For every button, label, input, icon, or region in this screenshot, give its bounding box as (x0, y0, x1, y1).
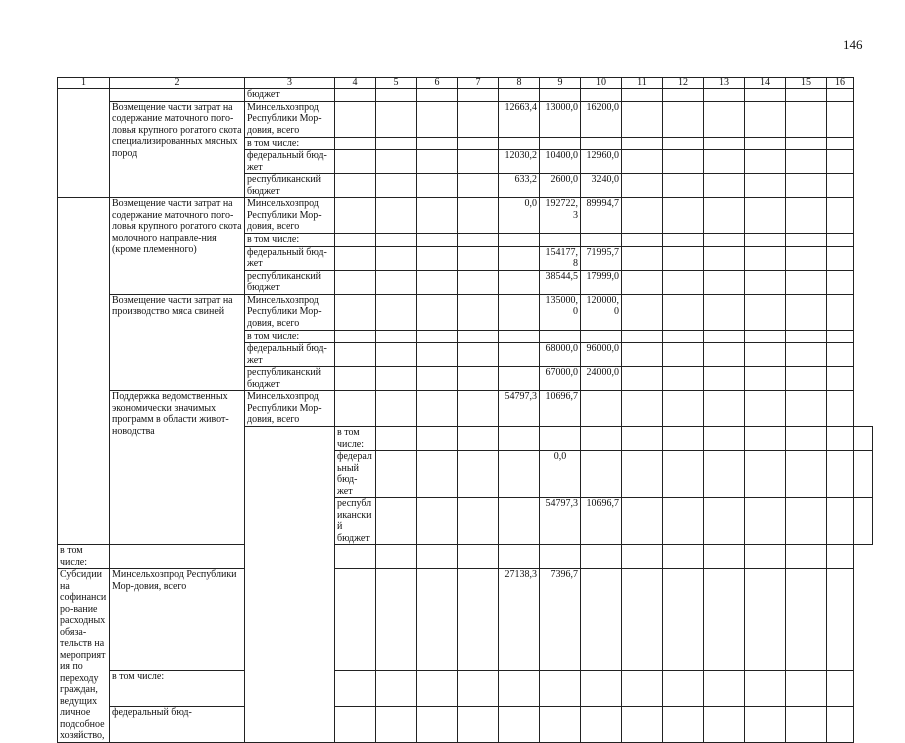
cell: республиканский бюджет (245, 270, 335, 294)
row-description: Субсидии на софинансиро-вание расходных обяза-тельств на мероприятия по переходу граждан, ведущих личное подсобное хозяйство, (58, 569, 110, 743)
table-row (58, 569, 873, 671)
column-header: 9 (540, 78, 581, 89)
cell: федеральный бюд-жет (245, 150, 335, 174)
cell: в том числе: (335, 427, 376, 451)
value-cell: 120000,0 (581, 294, 622, 330)
value-cell: 38544,5 (540, 270, 581, 294)
value-cell: 10696,7 (581, 498, 622, 545)
column-header: 15 (786, 78, 827, 89)
row-description: Возмещение части затрат на содержание маточного пого-ловья крупного рогатого скота специализированных мясных пород (110, 101, 245, 198)
value-cell: 10400,0 (540, 150, 581, 174)
cell (58, 89, 110, 198)
cell: Минсельхозпрод Республики Мор-довия, всего (110, 569, 245, 671)
row-description: Возмещение части затрат на производство мяса свиней (110, 294, 245, 391)
value-cell: 54797,3 (540, 498, 581, 545)
value-cell: 192722,3 (540, 198, 581, 234)
column-header: 11 (622, 78, 663, 89)
table-row (58, 391, 873, 427)
value-cell: 12663,4 (499, 101, 540, 137)
table-row (58, 294, 873, 330)
value-cell: 0,0 (540, 451, 581, 498)
value-cell: 135000,0 (540, 294, 581, 330)
table-row (58, 545, 873, 569)
value-cell: 24000,0 (581, 367, 622, 391)
value-cell: 633,2 (499, 174, 540, 198)
column-header: 6 (417, 78, 458, 89)
table-row (58, 89, 873, 102)
value-cell: 54797,3 (499, 391, 540, 427)
value-cell: 0,0 (499, 198, 540, 234)
value-cell: 2600,0 (540, 174, 581, 198)
value-cell: 12960,0 (581, 150, 622, 174)
column-header: 10 (581, 78, 622, 89)
column-header-row (58, 78, 873, 89)
cell: в том числе: (245, 330, 335, 343)
cell: в том числе: (245, 234, 335, 247)
value-cell: 10696,7 (540, 391, 581, 427)
cell (58, 198, 110, 545)
table-row (58, 101, 873, 137)
cell: республиканский бюджет (335, 498, 376, 545)
column-header: 1 (58, 78, 110, 89)
column-header: 4 (335, 78, 376, 89)
value-cell: 68000,0 (540, 343, 581, 367)
page-number: 146 (843, 37, 863, 52)
cell: федеральный бюд-жет (245, 343, 335, 367)
cell: Минсельхозпрод Республики Мор-довия, всего (245, 294, 335, 330)
cell: Минсельхозпрод Республики Мор-довия, всего (245, 391, 335, 427)
value-cell: 154177,8 (540, 246, 581, 270)
value-cell: 16200,0 (581, 101, 622, 137)
column-header: 8 (499, 78, 540, 89)
column-header: 5 (376, 78, 417, 89)
value-cell: 71995,7 (581, 246, 622, 270)
cell: в том числе: (58, 545, 110, 569)
column-header: 3 (245, 78, 335, 89)
table-row (58, 706, 873, 742)
column-header: 13 (704, 78, 745, 89)
column-header: 2 (110, 78, 245, 89)
value-cell: 89994,7 (581, 198, 622, 234)
cell: республиканский бюджет (245, 174, 335, 198)
value-cell: 7396,7 (540, 569, 581, 671)
table-row (58, 671, 873, 707)
cell: в том числе: (110, 671, 245, 707)
cell: федеральный бюд-жет (245, 246, 335, 270)
value-cell: 67000,0 (540, 367, 581, 391)
cell: федеральный бюд-жет (335, 451, 376, 498)
budget-table (57, 77, 873, 743)
cell (245, 427, 335, 743)
cell (110, 89, 245, 102)
table-row (58, 198, 873, 234)
column-header: 16 (827, 78, 854, 89)
value-cell: 13000,0 (540, 101, 581, 137)
value-cell: 3240,0 (581, 174, 622, 198)
value-cell: 12030,2 (499, 150, 540, 174)
value-cell: 27138,3 (499, 569, 540, 671)
cell: Минсельхозпрод Республики Мор-довия, всего (245, 101, 335, 137)
cell: федеральный бюд- (110, 706, 245, 742)
cell: бюджет (245, 89, 335, 102)
column-header: 7 (458, 78, 499, 89)
cell: в том числе: (245, 137, 335, 150)
column-header: 12 (663, 78, 704, 89)
row-description: Возмещение части затрат на содержание маточного пого-ловья крупного рогатого скота молочного направле-ния (кроме племенного) (110, 198, 245, 295)
value-cell: 96000,0 (581, 343, 622, 367)
cell: республиканский бюджет (245, 367, 335, 391)
row-description: Поддержка ведомственных экономически значимых программ в области живот-новодства (110, 391, 245, 545)
column-header: 14 (745, 78, 786, 89)
value-cell: 17999,0 (581, 270, 622, 294)
cell: Минсельхозпрод Республики Мор-довия, всего (245, 198, 335, 234)
